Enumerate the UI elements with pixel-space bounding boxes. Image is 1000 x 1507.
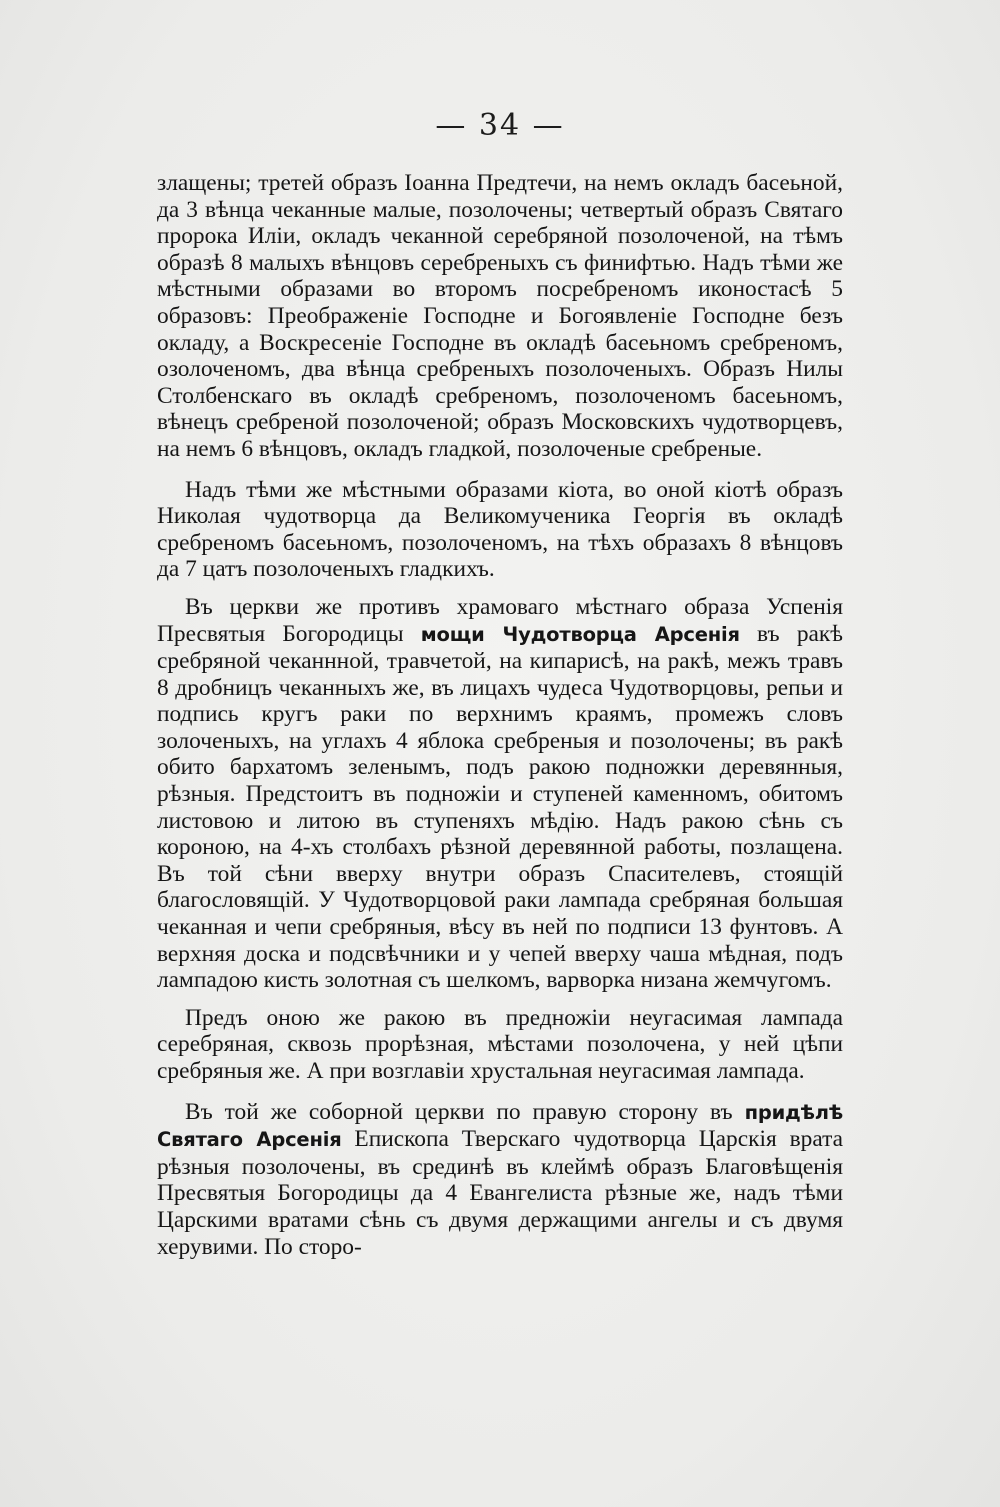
text-run: Предъ оною же ракою въ предножіи неугасимая лампада серебряная, сквозь прорѣзная, мѣстами позолочена, у ней цѣпи сребряныя же. А при возглавіи хрустальная неугасимая лампада.: [157, 1004, 843, 1084]
emphasized-text: мощи Чудотворца Арсенія: [420, 622, 740, 646]
paragraph-gap: [157, 994, 843, 1005]
text-run: Надъ тѣми же мѣстными образами кіота, во оной кіотѣ образъ Николая чудотворца да Великомученика Георгія въ окладѣ сребреномъ басеьномъ, позолоченомъ, на тѣхъ образахъ 8 вѣнцовъ да 7 цатъ позолоченыхъ гладкихъ.: [157, 476, 843, 583]
paragraph-2: [157, 477, 843, 583]
page-number: — 34 —: [435, 108, 565, 143]
paragraph-5: [157, 1099, 843, 1261]
paragraph-1: [157, 170, 843, 463]
body-text: [157, 170, 843, 1260]
paragraph-4: [157, 1005, 843, 1085]
paragraph-gap: [157, 1085, 843, 1099]
paragraph-3: [157, 594, 843, 994]
text-run: Въ той же соборной церкви по правую сторону въ: [185, 1098, 745, 1125]
text-run: Въ церкви же противъ храмоваго мѣстнаго образа Успенія Пресвятыя Богородицы: [157, 593, 843, 647]
paragraph-gap: [157, 583, 843, 594]
text-run: злащены; третей образъ Іоанна Предтечи, на немъ окладъ басеьной, да 3 вѣнца чеканные малые, позолочены; четвертый образъ Святаго пророка Иліи, окладъ чеканной серебряной позолоченой, на тѣмъ образѣ 8 малыхъ вѣнцовъ серебреныхъ съ финифтью. Надъ тѣми же мѣстными образами во второмъ посребреномъ иконостасѣ 5 образовъ: Преображеніе Господне и Богоявленіе Господне безъ окладу, а Воскресеніе Господне въ окладѣ басеьномъ сребреномъ, озолоченомъ, два вѣнца сребреныхъ позолоченыхъ. Образъ Нилы Столбенскаго въ окладѣ сребреномъ, позолоченомъ басеьномъ, вѣнецъ сребреной позолоченой; образъ Московскихъ чудотворцевъ, на немъ 6 вѣнцовъ, окладъ гладкой, позолоченые сребреные.: [157, 170, 843, 462]
emphasized-text: придѣлѣ Святаго Арсенія: [157, 1100, 843, 1152]
paragraph-gap: [157, 463, 843, 477]
text-run: Епископа Тверскаго чудотворца Царскія врата рѣзныя позолочены, въ срединѣ въ клеймѣ образъ Благовѣщенія Пресвятыя Богородицы да 4 Евангелиста рѣзные же, надъ тѣми Царскими вратами сѣнь съ двумя держащими ангелы и съ двумя херувими. По сторо-: [157, 1126, 843, 1260]
text-run: въ ракѣ сребряной чеканнной, травчетой, на кипарисѣ, на ракѣ, межъ травъ 8 дробницъ чеканныхъ же, въ лицахъ чудеса Чудотворцовы, репьи и подпись кругъ раки по верхнимъ краямъ, промежъ словъ золоченыхъ, на углахъ 4 яблока сребреныя и позолочены; въ ракѣ обито бархатомъ зеленымъ, подъ ракою подножки деревянныя, рѣзныя. Предстоитъ въ подножіи и ступеней каменномъ, обитомъ листовою и литою въ ступеняхъ мѣдію. Надъ ракою сѣнь съ короною, на 4-хъ столбахъ рѣзной деревянной работы, позлащена. Въ той сѣни вверху внутри образъ Спасителевъ, стоящій благословящій. У Чудотворцовой раки лампада сребряная большая чеканная и чепи сребряныя, вѣсу въ ней по подписи 13 фунтовъ. А верхняя доска и подсвѣчники и у чепей вверху чаша мѣдная, подъ лампадою кисть золотная съ шелкомъ, варворка низана жемчугомъ.: [157, 620, 843, 994]
